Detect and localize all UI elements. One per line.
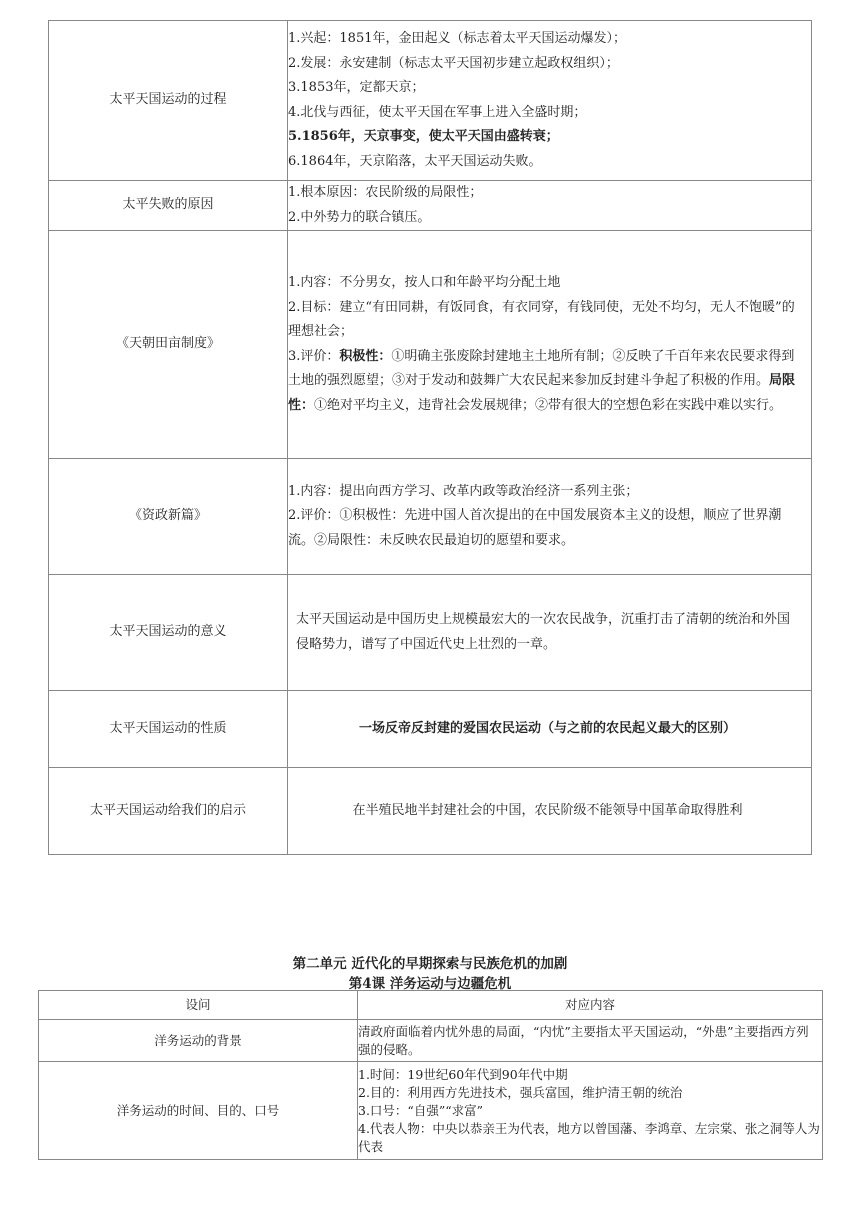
answer-line: 2.中外势力的联合镇压。 [288,209,431,225]
answer-cell: 在半殖民地半封建社会的中国，农民阶级不能领导中国革命取得胜利 [288,768,812,855]
question-cell: 洋务运动的背景 [39,1020,358,1062]
review-table-taiping [48,20,812,855]
answer-cell: 太平天国运动是中国历史上规模最宏大的一次农民战争，沉重打击了清朝的统治和外国侵略势力，谱写了中国近代史上壮烈的一章。 [288,575,812,691]
answer-cell [288,231,812,459]
header-question: 设问 [39,991,358,1020]
answer-line: 1.内容：提出向西方学习、改革内政等政治经济一系列主张； [288,483,639,499]
evaluation-prefix: 3.评价： [288,348,340,364]
table-header-row [39,991,823,1020]
question-cell: 洋务运动的时间、目的、口号 [39,1062,358,1160]
answer-line: 1.根本原因：农民阶级的局限性； [288,185,483,200]
answer-line: 1.内容：不分男女，按人口和年龄平均分配土地 [288,275,561,290]
answer-line: 2.发展：永安建制（标志太平天国初步建立起政权组织）； [288,55,619,71]
table-row [49,21,812,181]
evaluation-paragraph [288,345,807,419]
question-cell: 《资政新篇》 [49,459,288,575]
answer-line: 1.时间：19世纪60年代到90年代中期 [358,1066,568,1082]
question-cell: 太平失败的原因 [49,181,288,231]
table-row [39,1062,823,1160]
answer-line: 6.1864年，天京陷落，太平天国运动失败。 [288,153,542,169]
header-answer: 对应内容 [358,991,823,1020]
positive-text: ①明确主张废除封建地主土地所有制；②反映了千百年来农民要求得到土地的强烈愿望；③对于发动和鼓舞广大农民起来参加反封建斗争起了积极的作用。 [288,348,795,388]
table-row [49,575,812,691]
answer-line: 4.代表人物：中央以恭亲王为代表，地方以曾国藩、李鸿章、左宗棠、张之洞等人为代表 [358,1120,820,1154]
table-row [49,181,812,231]
answer-line: 2.目标：建立“有田同耕，有饭同食，有衣同穿，有钱同使，无处不均匀，无人不饱暖”的理想社会； [288,299,795,339]
positive-label: 积极性： [339,348,392,364]
answer-cell: 清政府面临着内忧外患的局面，“内忧”主要指太平天国运动，“外患”主要指西方列强的侵略。 [358,1020,823,1062]
answer-cell [358,1062,823,1160]
answer-line: 1.兴起：1851年，金田起义（标志着太平天国运动爆发）； [288,31,626,46]
answer-line: 2.评价：①积极性：先进中国人首次提出的在中国发展资本主义的设想，顺应了世界潮流。②局限性：未反映农民最迫切的愿望和要求。 [288,508,782,548]
table-row [49,768,812,855]
answer-cell [288,21,812,181]
question-cell: 太平天国运动给我们的启示 [49,768,288,855]
lesson-title: 第4课 洋务运动与边疆危机 [348,976,512,992]
question-cell: 太平天国运动的性质 [49,691,288,768]
question-cell: 《天朝田亩制度》 [49,231,288,459]
answer-line: 3.口号：“自强”“求富” [358,1102,483,1118]
table-row [49,231,812,459]
question-cell: 太平天国运动的过程 [49,21,288,181]
limitation-label: 局限性： [288,373,796,413]
answer-cell: 一场反帝反封建的爱国农民运动（与之前的农民起义最大的区别） [288,691,812,768]
review-table-westernization [38,990,823,1160]
answer-cell [288,181,812,231]
table-row [49,691,812,768]
answer-line: 3.1853年，定都天京； [288,80,425,95]
limitation-text: ①绝对平均主义，违背社会发展规律；②带有很大的空想色彩在实践中难以实行。 [314,397,783,413]
answer-line-emphasis: 5.1856年，天京事变，使太平天国由盛转衰； [288,129,559,144]
table-row [39,1020,823,1062]
answer-cell [288,459,812,575]
unit-title: 第二单元 近代化的早期探索与民族危机的加剧 [292,956,568,972]
question-cell: 太平天国运动的意义 [49,575,288,691]
table-row [49,459,812,575]
answer-line: 4.北伐与西征，使太平天国在军事上进入全盛时期； [288,104,587,120]
answer-line: 2.目的：利用西方先进技术，强兵富国，维护清王朝的统治 [358,1084,683,1100]
